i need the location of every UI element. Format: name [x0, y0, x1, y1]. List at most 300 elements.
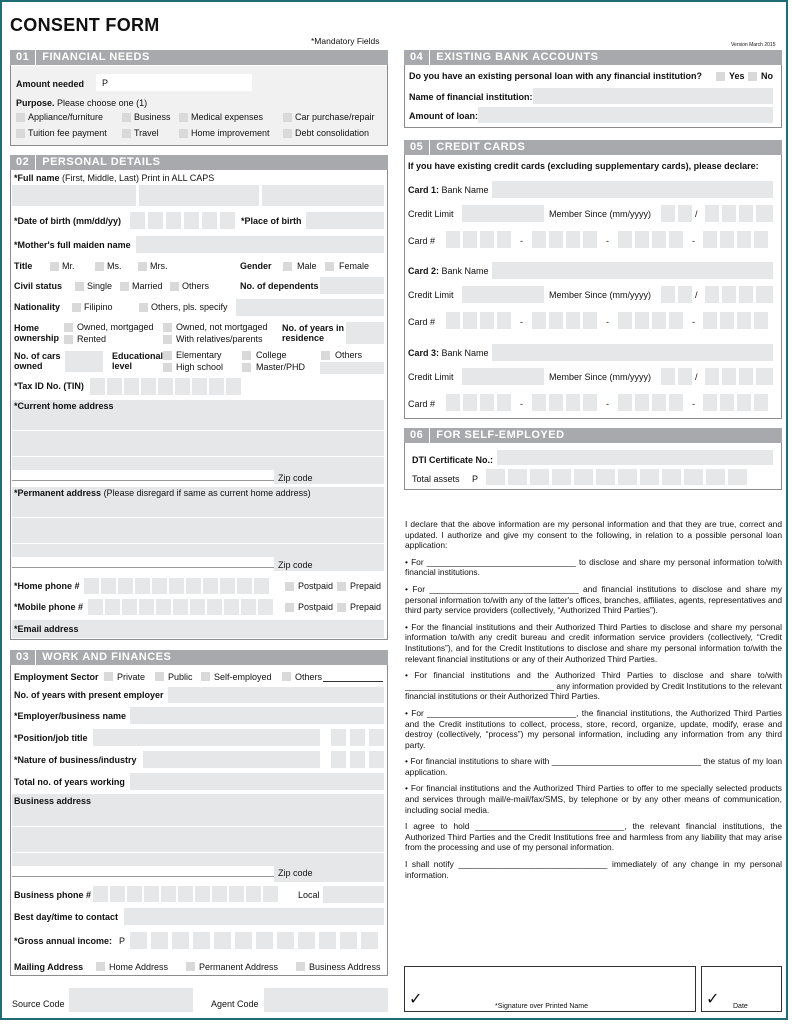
- existing-loan-yes-checkbox[interactable]: [716, 72, 725, 81]
- zip-digit-box[interactable]: [352, 866, 367, 880]
- mailing-permanent-checkbox[interactable]: [186, 962, 195, 971]
- card-separator: -: [606, 399, 609, 409]
- phone-digit-box[interactable]: [169, 578, 184, 594]
- card-digit-box[interactable]: [669, 394, 683, 411]
- card-digit-box[interactable]: [480, 394, 494, 411]
- business-address-label: Business address: [14, 796, 92, 806]
- card-digit-box[interactable]: [480, 312, 494, 329]
- tin-digit-box[interactable]: [90, 378, 105, 395]
- assets-digit-box[interactable]: [486, 469, 505, 485]
- member-since-box[interactable]: [705, 205, 719, 222]
- tin-digit-box[interactable]: [141, 378, 156, 395]
- card-digit-box[interactable]: [446, 394, 460, 411]
- civil-status-label: Civil status: [14, 281, 63, 291]
- card-digit-box[interactable]: [583, 312, 597, 329]
- card-digit-box[interactable]: [566, 394, 580, 411]
- dependents-input[interactable]: [320, 277, 384, 294]
- employer-label: *Employer/business name: [14, 711, 127, 721]
- assets-digit-box[interactable]: [662, 469, 681, 485]
- income-digit-box[interactable]: [151, 932, 168, 949]
- mother-maiden-name-label: *Mother's full maiden name: [14, 240, 131, 250]
- card-separator: -: [520, 236, 523, 246]
- loan-amount-input[interactable]: [478, 107, 773, 123]
- purpose-checkbox-travel[interactable]: [122, 129, 131, 138]
- amount-needed-input[interactable]: [96, 74, 252, 91]
- section-05-header: 05 CREDIT CARDS: [404, 140, 782, 155]
- dob-digit-box[interactable]: [202, 212, 217, 229]
- phone-digit-box[interactable]: [190, 599, 205, 615]
- card-digit-box[interactable]: [635, 394, 649, 411]
- purpose-option: Travel: [134, 128, 159, 138]
- assets-digit-box[interactable]: [596, 469, 615, 485]
- card-digit-box[interactable]: [652, 394, 666, 411]
- card-digit-box[interactable]: [720, 312, 734, 329]
- card-digit-box[interactable]: [652, 231, 666, 248]
- assets-digit-box[interactable]: [552, 469, 571, 485]
- no-label: No: [761, 71, 773, 81]
- institution-label: Name of financial institution:: [409, 92, 533, 102]
- nature-business-input[interactable]: [143, 751, 320, 768]
- last-name-input[interactable]: [262, 185, 384, 206]
- phone-digit-box[interactable]: [135, 578, 150, 594]
- phone-digit-box[interactable]: [110, 886, 125, 902]
- phone-digit-box[interactable]: [224, 599, 239, 615]
- agent-code-input[interactable]: [264, 988, 388, 1012]
- agent-code-label: Agent Code: [211, 999, 259, 1009]
- date-check-icon: ✓: [706, 989, 720, 1008]
- phone-digit-box[interactable]: [173, 599, 188, 615]
- member-since-box[interactable]: [678, 368, 692, 385]
- purpose-option: Home improvement: [191, 128, 270, 138]
- income-digit-box[interactable]: [256, 932, 273, 949]
- income-digit-box[interactable]: [361, 932, 378, 949]
- local-label: Local: [298, 890, 320, 900]
- income-digit-box[interactable]: [193, 932, 210, 949]
- zip-digit-box[interactable]: [369, 470, 384, 484]
- signature-check-icon: ✓: [409, 989, 423, 1008]
- income-digit-box[interactable]: [340, 932, 357, 949]
- member-since-box[interactable]: [722, 205, 736, 222]
- income-digit-box[interactable]: [172, 932, 189, 949]
- assets-digit-box[interactable]: [530, 469, 549, 485]
- card-digit-box[interactable]: [635, 231, 649, 248]
- title-mrs-checkbox[interactable]: [138, 262, 147, 271]
- phone-digit-box[interactable]: [88, 599, 103, 615]
- purpose-option: Car purchase/repair: [295, 112, 375, 122]
- card-digit-box[interactable]: [497, 231, 511, 248]
- credit-limit-label: Credit Limit: [408, 290, 454, 300]
- card-separator: -: [606, 236, 609, 246]
- home-option: With relatives/parents: [176, 334, 263, 344]
- tin-digit-box[interactable]: [226, 378, 241, 395]
- currency-label: P: [119, 936, 126, 946]
- date-separator: /: [695, 209, 698, 219]
- sector-option: Public: [168, 672, 193, 682]
- card-digit-box[interactable]: [549, 394, 563, 411]
- card-digit-box[interactable]: [669, 231, 683, 248]
- source-code-label: Source Code: [12, 999, 65, 1009]
- dob-digit-box[interactable]: [166, 212, 181, 229]
- date-separator: /: [695, 290, 698, 300]
- tin-digit-box[interactable]: [158, 378, 173, 395]
- home-ownership-label: ownership: [14, 333, 60, 343]
- phone-digit-box[interactable]: [101, 578, 116, 594]
- mailing-option: Permanent Address: [199, 962, 279, 972]
- assets-digit-box[interactable]: [728, 469, 747, 485]
- assets-digit-box[interactable]: [618, 469, 637, 485]
- purpose-option: Business: [134, 112, 171, 122]
- purpose-checkbox-business[interactable]: [122, 113, 131, 122]
- tin-digit-box[interactable]: [192, 378, 207, 395]
- purpose-checkbox-car[interactable]: [283, 113, 292, 122]
- edu-elementary-checkbox[interactable]: [163, 351, 172, 360]
- card-digit-box[interactable]: [497, 394, 511, 411]
- declaration-paragraph: • For ________________________________ to disclose and share my personal information to/with financial institutions.: [405, 556, 782, 578]
- total-assets-label: Total assets: [412, 474, 460, 484]
- years-employer-label: No. of years with present employer: [14, 690, 164, 700]
- mailing-home-checkbox[interactable]: [96, 962, 105, 971]
- total-years-label: Total no. of years working: [14, 777, 125, 787]
- gender-option: Female: [339, 261, 370, 271]
- zip-digit-box[interactable]: [318, 557, 333, 571]
- years-residence-input[interactable]: [346, 322, 384, 344]
- card-digit-box[interactable]: [652, 312, 666, 329]
- edu-option: Master/PHD: [256, 362, 306, 372]
- card-digit-box[interactable]: [737, 231, 751, 248]
- card-digit-box[interactable]: [720, 394, 734, 411]
- home-relatives-checkbox[interactable]: [163, 335, 172, 344]
- home-option: Rented: [77, 334, 107, 344]
- card-digit-box[interactable]: [703, 394, 717, 411]
- card-digit-box[interactable]: [754, 312, 768, 329]
- years-residence-label: No. of years in: [282, 323, 345, 333]
- phone-digit-box[interactable]: [84, 578, 99, 594]
- edu-master-checkbox[interactable]: [242, 363, 251, 372]
- sector-public-checkbox[interactable]: [155, 672, 164, 681]
- gender-label: Gender: [240, 261, 272, 271]
- gender-female-checkbox[interactable]: [325, 262, 334, 271]
- position-input[interactable]: [93, 729, 320, 746]
- assets-digit-box[interactable]: [574, 469, 593, 485]
- card-digit-box[interactable]: [754, 231, 768, 248]
- total-years-input[interactable]: [130, 773, 384, 790]
- civil-married-checkbox[interactable]: [120, 282, 129, 291]
- phone-digit-box[interactable]: [152, 578, 167, 594]
- source-code-input[interactable]: [69, 988, 193, 1012]
- title-ms-checkbox[interactable]: [95, 262, 104, 271]
- card-digit-box[interactable]: [737, 312, 751, 329]
- home-rented-checkbox[interactable]: [64, 335, 73, 344]
- home-owned-mortgaged-checkbox[interactable]: [64, 323, 73, 332]
- position-code-box[interactable]: [369, 729, 384, 746]
- years-residence-label: residence: [282, 333, 325, 343]
- phone-digit-box[interactable]: [186, 578, 201, 594]
- assets-digit-box[interactable]: [640, 469, 659, 485]
- tin-digit-box[interactable]: [107, 378, 122, 395]
- assets-digit-box[interactable]: [684, 469, 703, 485]
- card-digit-box[interactable]: [618, 394, 632, 411]
- assets-digit-box[interactable]: [706, 469, 725, 485]
- phone-digit-box[interactable]: [93, 886, 108, 902]
- purpose-checkbox-debt[interactable]: [283, 129, 292, 138]
- phone-digit-box[interactable]: [144, 886, 159, 902]
- phone-digit-box[interactable]: [118, 578, 133, 594]
- signature-label: *Signature over Printed Name: [495, 1003, 588, 1010]
- credit-limit-label: Credit Limit: [408, 209, 454, 219]
- edu-option: High school: [176, 362, 224, 372]
- phone-digit-box[interactable]: [258, 599, 273, 615]
- zip-digit-box[interactable]: [352, 470, 367, 484]
- home-postpaid-checkbox[interactable]: [285, 582, 294, 591]
- credit-limit-input[interactable]: [462, 368, 544, 385]
- dob-digit-box[interactable]: [220, 212, 235, 229]
- phone-digit-box[interactable]: [156, 599, 171, 615]
- zip-digit-box[interactable]: [318, 866, 333, 880]
- member-since-box[interactable]: [661, 368, 675, 385]
- phone-digit-box[interactable]: [105, 599, 120, 615]
- page-title: CONSENT FORM: [10, 15, 160, 35]
- dti-input[interactable]: [497, 450, 773, 465]
- civil-others-checkbox[interactable]: [170, 282, 179, 291]
- gender-option: Male: [297, 261, 317, 271]
- purpose-checkbox-tuition[interactable]: [16, 129, 25, 138]
- dob-digit-box[interactable]: [184, 212, 199, 229]
- position-label: *Position/job title: [14, 733, 88, 743]
- card-digit-box[interactable]: [737, 394, 751, 411]
- member-since-box[interactable]: [705, 368, 719, 385]
- member-since-box[interactable]: [756, 286, 773, 303]
- edu-option: Others: [335, 350, 363, 360]
- section-02-header: 02 PERSONAL DETAILS: [10, 155, 388, 170]
- home-prepaid-checkbox[interactable]: [337, 582, 346, 591]
- employer-input[interactable]: [130, 707, 384, 724]
- dob-digit-box[interactable]: [130, 212, 145, 229]
- phone-digit-box[interactable]: [246, 886, 261, 902]
- edu-others-input[interactable]: [320, 362, 384, 374]
- card-digit-box[interactable]: [566, 312, 580, 329]
- card-digit-box[interactable]: [754, 394, 768, 411]
- zip-digit-box[interactable]: [369, 557, 384, 571]
- local-input[interactable]: [323, 886, 384, 903]
- email-label: *Email address: [14, 624, 79, 634]
- member-since-box[interactable]: [705, 286, 719, 303]
- title-mr-checkbox[interactable]: [50, 262, 59, 271]
- sector-self-employed-checkbox[interactable]: [201, 672, 210, 681]
- member-since-box[interactable]: [678, 205, 692, 222]
- phone-digit-box[interactable]: [161, 886, 176, 902]
- income-digit-box[interactable]: [130, 932, 147, 949]
- zip-digit-box[interactable]: [335, 557, 350, 571]
- mobile-postpaid-checkbox[interactable]: [285, 603, 294, 612]
- card-digit-box[interactable]: [566, 231, 580, 248]
- zip-digit-box[interactable]: [369, 866, 384, 880]
- card-digit-box[interactable]: [669, 312, 683, 329]
- phone-digit-box[interactable]: [220, 578, 235, 594]
- member-since-box[interactable]: [722, 368, 736, 385]
- best-time-input[interactable]: [124, 908, 384, 925]
- tin-digit-box[interactable]: [124, 378, 139, 395]
- years-employer-input[interactable]: [168, 687, 384, 703]
- card-digit-box[interactable]: [635, 312, 649, 329]
- phone-digit-box[interactable]: [237, 578, 252, 594]
- first-name-input[interactable]: [12, 185, 136, 206]
- phone-digit-box[interactable]: [229, 886, 244, 902]
- member-since-box[interactable]: [678, 286, 692, 303]
- edu-highschool-checkbox[interactable]: [163, 363, 172, 372]
- nationality-filipino-checkbox[interactable]: [72, 303, 81, 312]
- nationality-specify-input[interactable]: [236, 299, 384, 316]
- version-note: Version March 2015: [731, 42, 776, 48]
- mobile-prepaid-checkbox[interactable]: [337, 603, 346, 612]
- income-digit-box[interactable]: [277, 932, 294, 949]
- card-digit-box[interactable]: [463, 312, 477, 329]
- card-digit-box[interactable]: [446, 312, 460, 329]
- position-code-box[interactable]: [350, 729, 365, 746]
- card-digit-box[interactable]: [532, 312, 546, 329]
- nationality-others-checkbox[interactable]: [139, 303, 148, 312]
- gross-income-label: *Gross annual income:: [14, 936, 113, 946]
- credit-limit-input[interactable]: [462, 286, 544, 303]
- phone-digit-box[interactable]: [139, 599, 154, 615]
- existing-loan-question: Do you have an existing personal loan with any financial institution?: [409, 71, 703, 81]
- card-digit-box[interactable]: [703, 231, 717, 248]
- member-since-box[interactable]: [661, 205, 675, 222]
- card-digit-box[interactable]: [583, 231, 597, 248]
- sector-private-checkbox[interactable]: [104, 672, 113, 681]
- edu-option: College: [256, 350, 287, 360]
- income-digit-box[interactable]: [319, 932, 336, 949]
- mailing-option: Business Address: [309, 962, 381, 972]
- zip-digit-box[interactable]: [335, 866, 350, 880]
- mother-maiden-name-input[interactable]: [136, 236, 384, 253]
- zip-digit-box[interactable]: [352, 557, 367, 571]
- phone-digit-box[interactable]: [212, 886, 227, 902]
- civil-single-checkbox[interactable]: [75, 282, 84, 291]
- member-since-box[interactable]: [722, 286, 736, 303]
- card-bank-input[interactable]: [492, 344, 773, 361]
- title-option: Mr.: [62, 261, 75, 271]
- institution-input[interactable]: [533, 88, 773, 104]
- member-since-box[interactable]: [739, 205, 753, 222]
- existing-loan-no-checkbox[interactable]: [748, 72, 757, 81]
- sector-option: Self-employed: [214, 672, 272, 682]
- section-01-header: 01 FINANCIAL NEEDS: [10, 50, 388, 65]
- income-digit-box[interactable]: [235, 932, 252, 949]
- phone-digit-box[interactable]: [207, 599, 222, 615]
- assets-digit-box[interactable]: [508, 469, 527, 485]
- card-digit-box[interactable]: [480, 231, 494, 248]
- member-since-box[interactable]: [756, 205, 773, 222]
- card-digit-box[interactable]: [583, 394, 597, 411]
- card-digit-box[interactable]: [703, 312, 717, 329]
- tin-digit-box[interactable]: [209, 378, 224, 395]
- currency-label: P: [472, 474, 479, 484]
- pob-label: *Place of birth: [241, 216, 302, 226]
- phone-digit-box[interactable]: [195, 886, 210, 902]
- card-bank-input[interactable]: [492, 181, 773, 198]
- mobile-phone-label: *Mobile phone #: [14, 602, 84, 612]
- card-digit-box[interactable]: [446, 231, 460, 248]
- prepaid-label: Prepaid: [350, 602, 382, 612]
- declaration-intro: I declare that the above information are my personal information and that they are true, correct and updated. I authorize and give my consent to the following, in relation to a possible personal loan application:: [405, 519, 782, 551]
- declaration-paragraph: • For financial institutions and the Authorized Third Parties to disclose and share to/with ________________________________ any information provided by Credit Institutions to the relevant financial institutions or their Authorized Third Parties.: [405, 670, 782, 702]
- member-since-box[interactable]: [756, 368, 773, 385]
- purpose-checkbox-medical[interactable]: [179, 113, 188, 122]
- member-since-label: Member Since (mm/yyyy): [549, 290, 652, 300]
- phone-digit-box[interactable]: [263, 886, 278, 902]
- mailing-option: Home Address: [109, 962, 169, 972]
- edu-college-checkbox[interactable]: [242, 351, 251, 360]
- home-phone-label: *Home phone #: [14, 581, 80, 591]
- phone-digit-box[interactable]: [203, 578, 218, 594]
- phone-digit-box[interactable]: [122, 599, 137, 615]
- section-03-header: 03 WORK AND FINANCES: [10, 650, 388, 665]
- nature-code-box[interactable]: [331, 751, 346, 768]
- card-digit-box[interactable]: [463, 231, 477, 248]
- card-digit-box[interactable]: [618, 231, 632, 248]
- nature-business-label: *Nature of business/industry: [14, 755, 137, 765]
- card-digit-box[interactable]: [497, 312, 511, 329]
- sector-others-checkbox[interactable]: [282, 672, 291, 681]
- income-digit-box[interactable]: [298, 932, 315, 949]
- phone-digit-box[interactable]: [178, 886, 193, 902]
- home-owned-not-mortgaged-checkbox[interactable]: [163, 323, 172, 332]
- phone-digit-box[interactable]: [127, 886, 142, 902]
- tin-digit-box[interactable]: [175, 378, 190, 395]
- nature-code-box[interactable]: [369, 751, 384, 768]
- credit-limit-input[interactable]: [462, 205, 544, 222]
- zip-code-label: Zip code: [278, 868, 313, 878]
- card-digit-box[interactable]: [532, 231, 546, 248]
- member-since-box[interactable]: [739, 368, 753, 385]
- card-digit-box[interactable]: [463, 394, 477, 411]
- income-digit-box[interactable]: [214, 932, 231, 949]
- card-digit-box[interactable]: [549, 312, 563, 329]
- card-digit-box[interactable]: [720, 231, 734, 248]
- purpose-checkbox-appliance[interactable]: [16, 113, 25, 122]
- title-option: Ms.: [107, 261, 122, 271]
- card-separator: -: [520, 317, 523, 327]
- middle-name-input[interactable]: [139, 185, 259, 206]
- member-since-box[interactable]: [661, 286, 675, 303]
- mailing-business-checkbox[interactable]: [296, 962, 305, 971]
- civil-option: Others: [182, 281, 210, 291]
- gender-male-checkbox[interactable]: [283, 262, 292, 271]
- zip-digit-box[interactable]: [335, 470, 350, 484]
- card-bank-input[interactable]: [492, 262, 773, 279]
- card-digit-box[interactable]: [532, 394, 546, 411]
- declaration-paragraph: I shall notify ________________________________ immediately of any change in my personal information.: [405, 859, 782, 880]
- edu-others-checkbox[interactable]: [321, 351, 330, 360]
- position-code-box[interactable]: [331, 729, 346, 746]
- member-since-box[interactable]: [739, 286, 753, 303]
- education-label: level: [112, 361, 133, 371]
- zip-digit-box[interactable]: [318, 470, 333, 484]
- card-digit-box[interactable]: [549, 231, 563, 248]
- purpose-checkbox-home[interactable]: [179, 129, 188, 138]
- card-digit-box[interactable]: [618, 312, 632, 329]
- phone-digit-box[interactable]: [254, 578, 269, 594]
- phone-digit-box[interactable]: [241, 599, 256, 615]
- dob-digit-box[interactable]: [148, 212, 163, 229]
- section-04-header: 04 EXISTING BANK ACCOUNTS: [404, 50, 782, 65]
- education-label: Educational: [112, 351, 164, 361]
- nature-code-box[interactable]: [350, 751, 365, 768]
- cars-owned-input[interactable]: [65, 351, 103, 372]
- credit-limit-label: Credit Limit: [408, 372, 454, 382]
- pob-input[interactable]: [306, 212, 384, 229]
- card-separator: -: [692, 317, 695, 327]
